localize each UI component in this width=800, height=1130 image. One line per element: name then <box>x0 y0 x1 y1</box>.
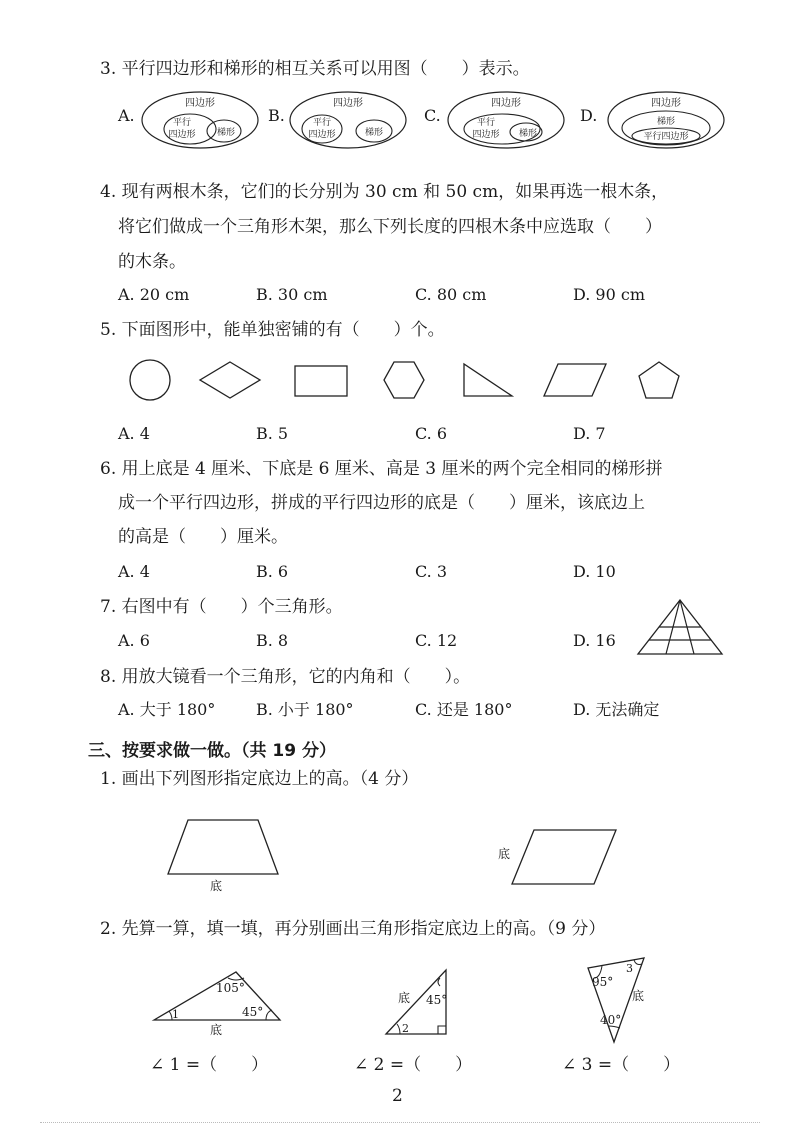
q3c-trap-label: 梯形 <box>518 129 538 139</box>
q3-diagram-a <box>140 90 260 150</box>
q3b-trap-label: 梯形 <box>364 128 384 138</box>
p2t1-angle-right: 45° <box>242 1005 264 1019</box>
q6-text-line2: 成一个平行四边形，拼成的平行四边形的底是（ ）厘米，该底边上 <box>118 493 645 513</box>
p1-text: 1. 画出下列图形指定底边上的高。（4 分） <box>100 769 419 789</box>
q5-option-c: C. 6 <box>415 424 448 443</box>
p2t3-angle-mark: 3 <box>626 962 633 975</box>
circle-shape <box>130 360 170 400</box>
q7-option-c: C. 12 <box>415 631 458 650</box>
q6-option-d: D. 10 <box>573 562 616 581</box>
rhombus-shape <box>200 362 260 398</box>
p2-text: 2. 先算一算，填一填，再分别画出三角形指定底边上的高。（9 分） <box>100 919 606 939</box>
q6-option-a: A. 4 <box>118 562 150 581</box>
q4-text-line3: 的木条。 <box>118 252 186 272</box>
p2t1-angle-mark: 1 <box>172 1008 179 1021</box>
p1-parallelogram <box>494 826 624 888</box>
p2-triangle-1 <box>150 966 290 1036</box>
q4-option-d: D. 90 cm <box>573 285 646 304</box>
q3a-para-label-2: 四边形 <box>168 130 196 140</box>
q3-option-a-label: A. <box>118 106 135 125</box>
q3-diagram-c <box>446 90 566 150</box>
p2t2-angle-top: 45° <box>426 993 448 1007</box>
p1-trapezoid <box>160 818 290 898</box>
p2t1-base-label: 底 <box>210 1023 223 1037</box>
p1-trap-base-label: 底 <box>209 879 223 893</box>
q3b-para-label-2: 四边形 <box>308 130 336 140</box>
q6-option-c: C. 3 <box>415 562 448 581</box>
p2t2-base-label: 底 <box>398 991 411 1005</box>
q5-text: 5. 下面图形中，能单独密铺的有（ ）个。 <box>100 320 445 340</box>
q6-text-line1: 6. 用上底是 4 厘米、下底是 6 厘米、高是 3 厘米的两个完全相同的梯形拼 <box>100 459 663 479</box>
q7-option-a: A. 6 <box>118 631 150 650</box>
q3c-quad-label: 四边形 <box>491 98 521 109</box>
q5-shapes <box>120 358 700 408</box>
q3-diagram-b <box>288 90 408 150</box>
p2-answer-angle-1[interactable]: ∠ 1 =（ ） <box>150 1055 269 1075</box>
q6-option-b: B. 6 <box>256 562 289 581</box>
q3c-para-label-2: 四边形 <box>472 130 500 140</box>
q3-diagram-d <box>606 90 726 150</box>
p2t3-base-label: 底 <box>632 989 645 1003</box>
right-triangle-shape <box>464 364 512 396</box>
footer-divider <box>40 1122 760 1123</box>
pentagon-shape <box>639 362 679 398</box>
p2t2-angle-mark: 2 <box>402 1022 409 1035</box>
page-number: 2 <box>392 1086 403 1106</box>
q4-option-c: C. 80 cm <box>415 285 487 304</box>
p2-answer-angle-3[interactable]: ∠ 3 =（ ） <box>562 1055 681 1075</box>
p2-triangle-2 <box>380 966 460 1038</box>
q3b-para-label-1: 平行 <box>312 118 332 128</box>
q4-text-line1: 4. 现有两根木条，它们的长分别为 30 cm 和 50 cm，如果再选一根木条， <box>100 182 669 202</box>
q3a-para-label-1: 平行 <box>172 118 192 128</box>
q3-option-d-label: D. <box>580 106 598 125</box>
q3b-quad-label: 四边形 <box>333 98 363 109</box>
q7-option-b: B. 8 <box>256 631 289 650</box>
q8-option-d: D. 无法确定 <box>573 700 660 719</box>
rectangle-shape <box>295 366 347 396</box>
q3a-trap-label: 梯形 <box>216 128 236 138</box>
p2t3-angle-left: 95° <box>592 975 614 989</box>
q7-option-d: D. 16 <box>573 631 616 650</box>
hexagon-shape <box>384 362 424 398</box>
q3-text: 3. 平行四边形和梯形的相互关系可以用图（ ）表示。 <box>100 59 530 79</box>
q7-triangle-figure <box>636 598 726 658</box>
q5-option-d: D. 7 <box>573 424 606 443</box>
q8-option-b: B. 小于 180° <box>256 700 354 719</box>
q3d-trap-label: 梯形 <box>656 117 676 127</box>
q5-option-a: A. 4 <box>118 424 150 443</box>
q8-option-c: C. 还是 180° <box>415 700 513 719</box>
q4-option-b: B. 30 cm <box>256 285 328 304</box>
q3-option-b-label: B. <box>268 106 285 125</box>
section-3-heading: 三、按要求做一做。（共 19 分） <box>88 741 336 761</box>
q3d-para-label: 平行四边形 <box>643 132 689 142</box>
p1-para-base-label: 底 <box>498 847 511 861</box>
q6-text-line3: 的高是（ ）厘米。 <box>118 527 288 547</box>
q3d-quad-label: 四边形 <box>651 98 681 109</box>
p2t1-angle-top: 105° <box>216 981 245 995</box>
p2-triangle-3 <box>580 956 660 1046</box>
q4-option-a: A. 20 cm <box>118 285 190 304</box>
q3a-quad-label: 四边形 <box>185 98 215 109</box>
q8-text: 8. 用放大镜看一个三角形，它的内角和（ ）。 <box>100 667 471 687</box>
q7-text: 7. 右图中有（ ）个三角形。 <box>100 597 343 617</box>
parallelogram-shape <box>544 364 606 396</box>
q3-option-c-label: C. <box>424 106 441 125</box>
q8-option-a: A. 大于 180° <box>118 700 216 719</box>
q3c-para-label-1: 平行 <box>476 118 496 128</box>
p2t3-angle-bottom: 40° <box>600 1013 622 1027</box>
q4-text-line2: 将它们做成一个三角形木架，那么下列长度的四根木条中应选取（ ） <box>118 217 662 237</box>
q5-option-b: B. 5 <box>256 424 289 443</box>
p2-answer-angle-2[interactable]: ∠ 2 =（ ） <box>354 1055 473 1075</box>
